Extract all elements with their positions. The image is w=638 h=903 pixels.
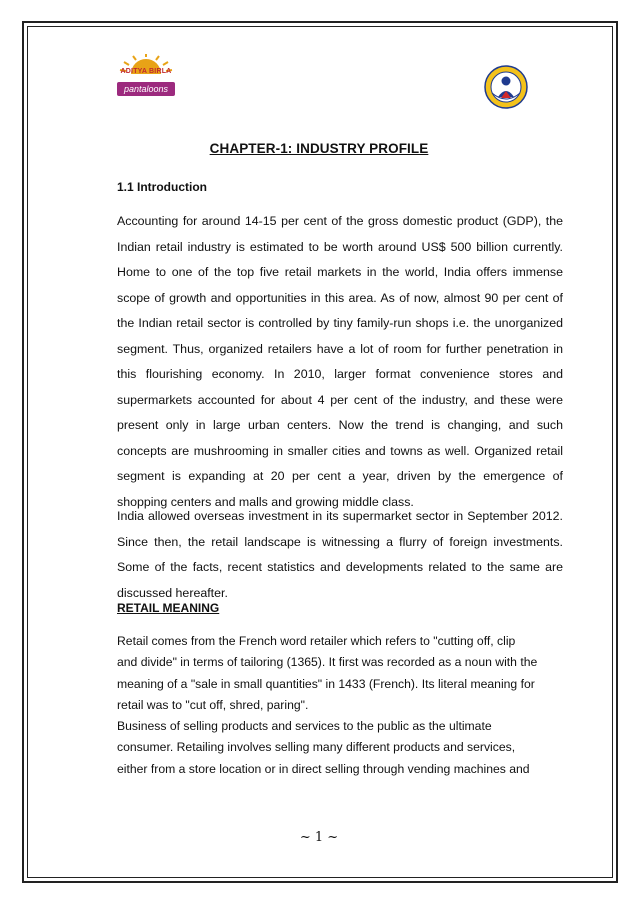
retail-line: either from a store location or in direct selling through vending machines and — [117, 761, 530, 776]
logo-brand-name: pantaloons — [117, 82, 175, 96]
intro-paragraph-1: Accounting for around 14-15 per cent of the gross domestic product (GDP), the Indian retail industry is estimated to be worth around US$ 500 billion currently. Home to one of the top five retail markets in the world, India offers immense scope of growth and opportunities in this area. As of now, almost 90 per cent of the Indian retail sector is controlled by tiny family-run shops i.e. the unorganized segment. Thus, organized retailers have a lot of room for further penetration in this flourishing economy. In 2010, larger format convenience stores and supermarkets accounted for about 4 per cent of the industry, and these were present only in large urban centers. Now the trend is changing, and such concepts are mushrooming in smaller cities and towns as well. Organized retail segment is expanding at 20 per cent a year, driven by the emergence of shopping centers and malls and growing middle class. — [117, 214, 563, 509]
section-heading: 1.1 Introduction — [117, 180, 207, 194]
page-number: ~ 1 ~ — [299, 830, 339, 845]
retail-line: meaning of a "sale in small quantities" in 1433 (French). Its literal meaning for — [117, 676, 535, 691]
retail-line: retail was to "cut off, shred, paring". — [117, 697, 309, 712]
retail-line: consumer. Retailing involves selling many different products and services, — [117, 740, 516, 755]
retail-line: Business of selling products and services to the public as the ultimate — [117, 719, 492, 734]
retail-meaning-paragraph — [117, 631, 567, 780]
retail-line: Retail comes from the French word retailer which refers to "cutting off, clip — [117, 634, 516, 648]
chapter-title: CHAPTER-1: INDUSTRY PROFILE — [209, 141, 429, 156]
aditya-birla-pantaloons-logo — [111, 52, 181, 108]
university-seal-icon — [484, 65, 528, 109]
intro-paragraph-2: India allowed overseas investment in its supermarket sector in September 2012. Since then, the retail landscape is witnessing a flurry of foreign investments. Some of the facts, recent statistics and developments related to the same are discussed hereafter. — [117, 509, 563, 600]
retail-line: and divide" in terms of tailoring (1365). It first was recorded as a noun with the — [117, 655, 538, 670]
retail-meaning-heading: RETAIL MEANING — [117, 601, 220, 615]
logo-company-name: ADITYA BIRLA — [120, 68, 172, 75]
